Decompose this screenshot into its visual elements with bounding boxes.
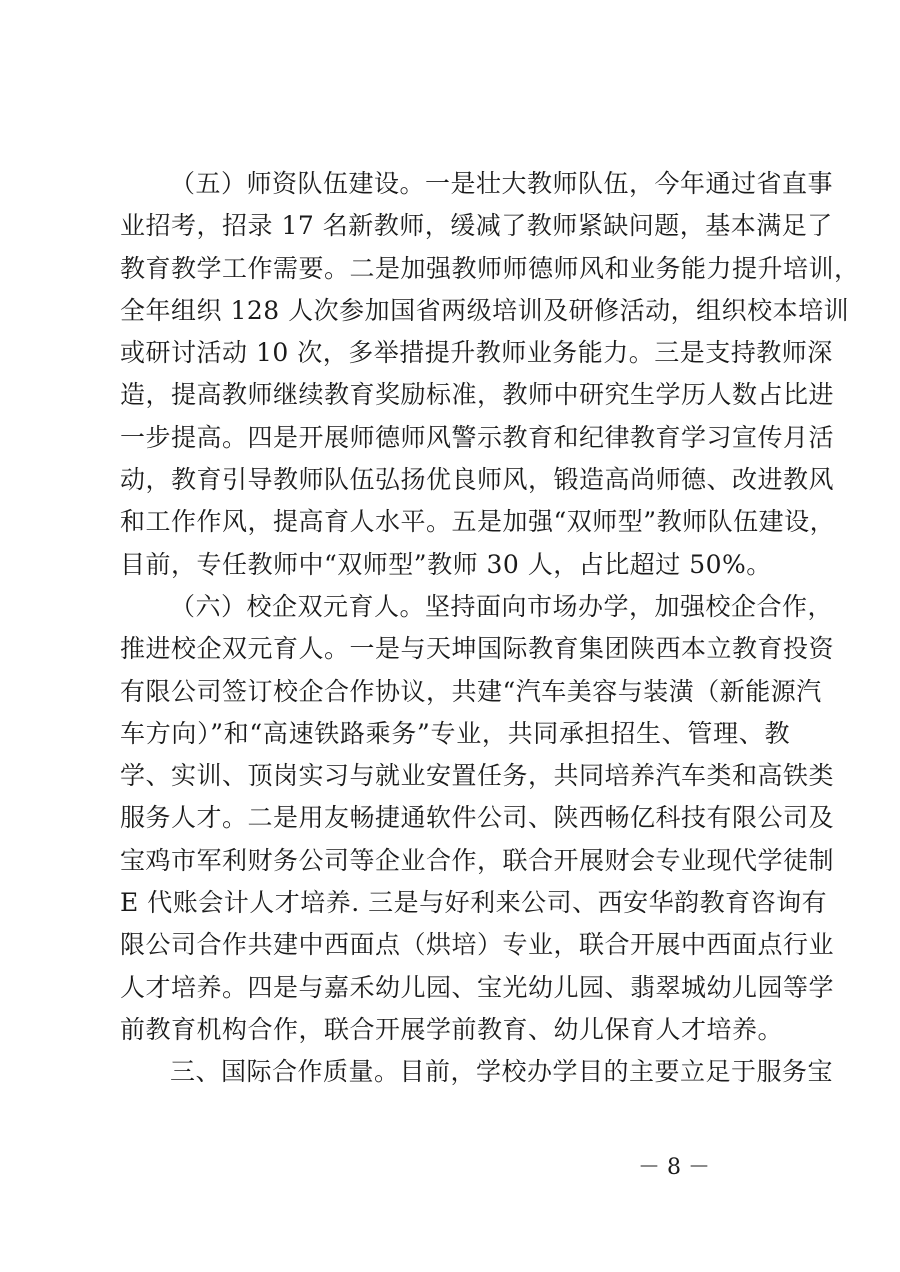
text-line: 动，教育引导教师队伍弘扬优良师风，锻造高尚师德、改进教风	[120, 465, 835, 495]
text-line: 业招考，招录 17 名新教师，缓减了教师紧缺问题，基本满足了	[120, 211, 833, 241]
text-line: 前教育机构合作，联合开展学前教育、幼儿保育人才培养。	[120, 1014, 784, 1044]
text-line: （六）校企双元育人。坚持面向市场办学，加强校企合作，	[170, 591, 834, 621]
text-line: 教育教学工作需要。二是加强教师师德师风和业务能力提升培训，	[120, 253, 860, 283]
text-line: 有限公司签订校企合作协议，共建“汽车美容与装潢（新能源汽	[120, 676, 822, 706]
text-line: 一步提高。四是开展师德师风警示教育和纪律教育学习宣传月活	[120, 422, 835, 452]
page-number: － 8 －	[638, 1155, 710, 1180]
text-line: 全年组织 128 人次参加国省两级培训及研修活动，组织校本培训	[120, 295, 850, 325]
text-line: 宝鸡市军利财务公司等企业合作，联合开展财会专业现代学徒制	[120, 845, 835, 875]
text-line: E 代账会计人才培养. 三是与好利来公司、西安华韵教育咨询有	[120, 888, 828, 918]
text-line: 三、国际合作质量。目前，学校办学目的主要立足于服务宝	[170, 1057, 834, 1087]
text-line: 或研讨活动 10 次，多举措提升教师业务能力。三是支持教师深	[120, 338, 833, 368]
text-line: 学、实训、顶岗实习与就业安置任务，共同培养汽车类和高铁类	[120, 761, 835, 791]
text-line: 目前，专任教师中“双师型”教师 30 人，占比超过 50%。	[120, 549, 772, 579]
text-line: 和工作作风，提高育人水平。五是加强“双师型”教师队伍建设，	[120, 507, 836, 537]
text-line: 人才培养。四是与嘉禾幼儿园、宝光幼儿园、翡翠城幼儿园等学	[120, 972, 835, 1002]
body-text	[120, 163, 860, 1094]
text-line: 服务人才。二是用友畅捷通软件公司、陕西畅亿科技有限公司及	[120, 803, 835, 833]
text-line: 造，提高教师继续教育奖励标准，教师中研究生学历人数占比进	[120, 380, 835, 410]
text-line: 车方向）”和“高速铁路乘务”专业，共同承担招生、管理、教	[120, 718, 790, 748]
text-line: 限公司合作共建中西面点（烘培）专业，联合开展中西面点行业	[120, 930, 835, 960]
text-line: （五）师资队伍建设。一是壮大教师队伍，今年通过省直事	[170, 169, 834, 198]
text-line: 推进校企双元育人。一是与天坤国际教育集团陕西本立教育投资	[120, 634, 835, 664]
